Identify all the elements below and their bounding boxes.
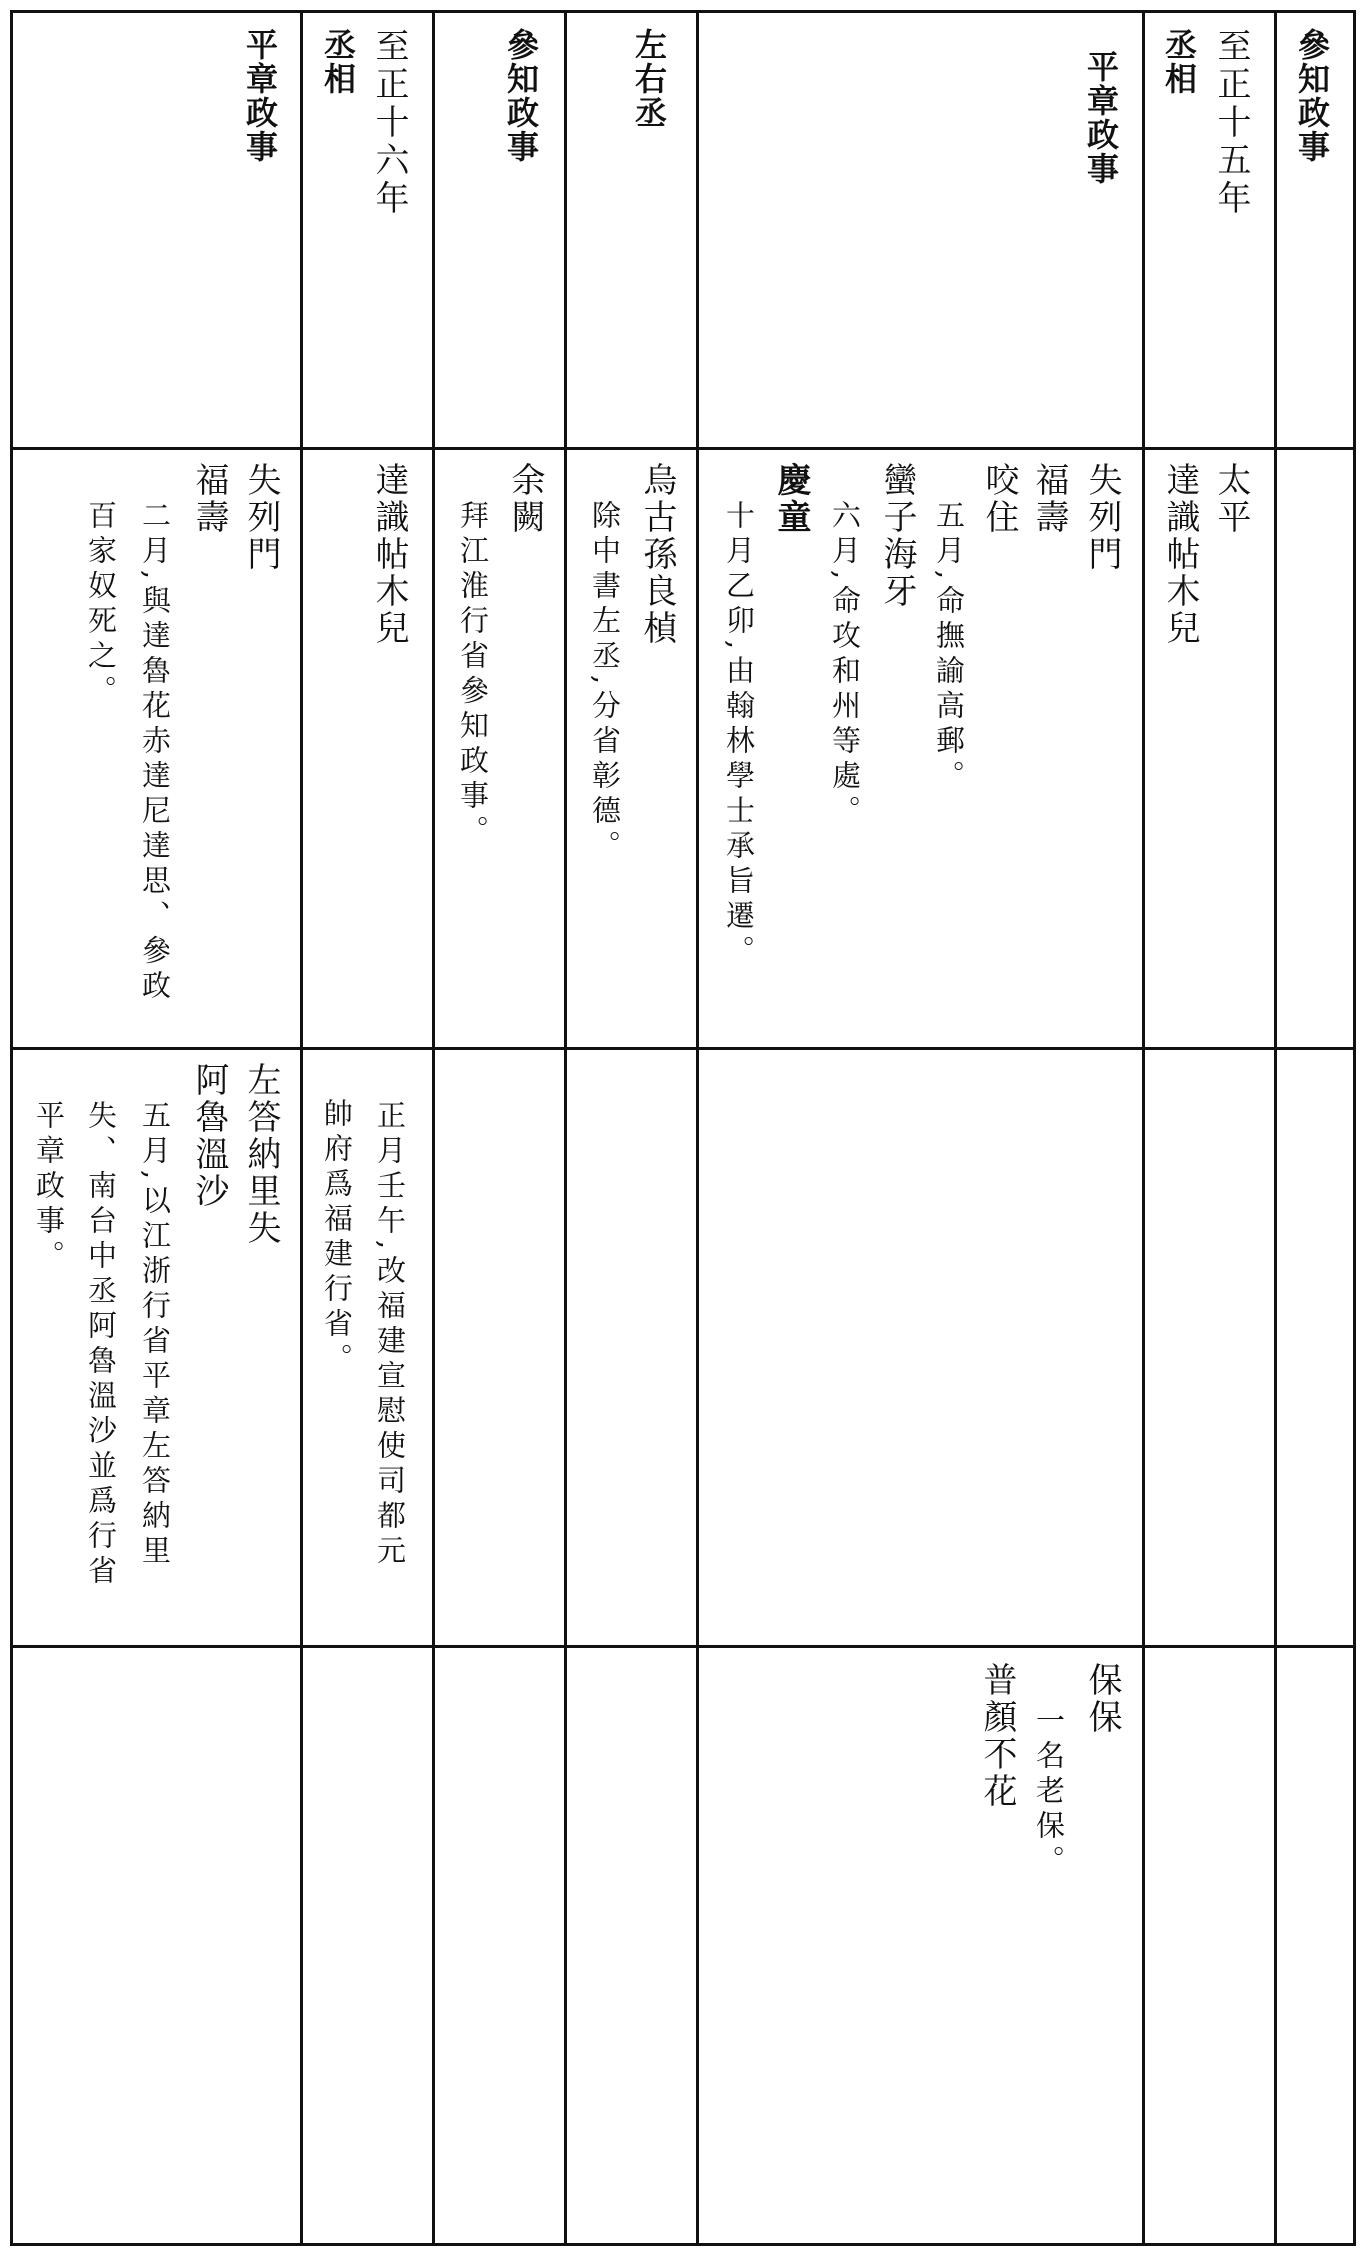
table-bottom-border — [10, 2243, 1356, 2246]
appointment-note: 帥府爲福建行省。 — [320, 1098, 354, 1378]
official-name: 達識帖木兒 — [1160, 462, 1200, 647]
official-name: 左答納里失 — [241, 1062, 281, 1247]
appointment-note: 十月乙卯,由翰林學士承旨遷。 — [722, 500, 756, 971]
row-divider-3 — [10, 1645, 1356, 1648]
official-name: 烏古孫良楨 — [637, 462, 677, 647]
appointment-note: 百家奴死之。 — [84, 500, 118, 710]
header-pingzhang-zhengshi: 平章政事 — [241, 28, 279, 164]
row-divider-1 — [10, 447, 1356, 450]
appointment-note: 二月,與達魯花赤達尼達思、參政 — [138, 500, 172, 1006]
col-divider-4 — [696, 10, 699, 2246]
appointment-note: 五月,命撫諭高郵。 — [932, 500, 966, 796]
official-name: 失列門 — [241, 462, 281, 573]
table-left-border — [10, 10, 13, 2246]
header-chengxiang: 丞相 — [1160, 28, 1198, 96]
header-chengxiang: 丞相 — [319, 28, 357, 96]
official-name: 阿魯溫沙 — [189, 1062, 229, 1210]
col-divider-2 — [432, 10, 435, 2246]
appointment-note: 失、南台中丞阿魯溫沙並爲行省 — [84, 1100, 118, 1590]
official-name: 蠻子海牙 — [877, 462, 917, 610]
col-divider-6 — [1274, 10, 1277, 2246]
appointment-note: 拜江淮行省參知政事。 — [456, 500, 490, 850]
col-divider-3 — [564, 10, 567, 2246]
row-divider-2 — [10, 1047, 1356, 1050]
appointment-note: 除中書左丞,分省彰德。 — [588, 500, 622, 866]
appointment-note: 一名老保。 — [1032, 1705, 1066, 1880]
col-divider-1 — [300, 10, 303, 2246]
table-top-border — [10, 10, 1356, 13]
col-divider-5 — [1142, 10, 1145, 2246]
official-name: 余闕 — [505, 462, 545, 536]
header-pingzhang-zhengshi: 平章政事 — [1082, 50, 1120, 186]
official-name: 慶童 — [771, 462, 811, 536]
header-zuoyoucheng: 左右丞 — [630, 28, 668, 130]
official-name: 太平 — [1211, 462, 1251, 536]
header-canzhi-zhengshi: 參知政事 — [502, 28, 540, 164]
appointment-note: 六月,命攻和州等處。 — [828, 500, 862, 831]
table-right-border — [1353, 10, 1356, 2246]
official-name: 福壽 — [189, 462, 229, 536]
official-name: 保保 — [1082, 1662, 1122, 1736]
year-label: 至正十六年 — [369, 28, 409, 218]
appointment-note: 平章政事。 — [32, 1100, 66, 1275]
official-name: 咬住 — [979, 462, 1019, 536]
official-name: 失列門 — [1082, 462, 1122, 573]
appointment-note: 五月,以江浙行省平章左答納里 — [138, 1100, 172, 1571]
official-name: 達識帖木兒 — [369, 462, 409, 647]
official-name: 普顏不花 — [977, 1662, 1017, 1810]
official-name: 福壽 — [1029, 462, 1069, 536]
header-canzhi-zhengshi: 參知政事 — [1293, 28, 1331, 164]
year-label: 至正十五年 — [1211, 28, 1251, 218]
appointment-note: 正月壬午,改福建宣慰使司都元 — [373, 1100, 407, 1571]
